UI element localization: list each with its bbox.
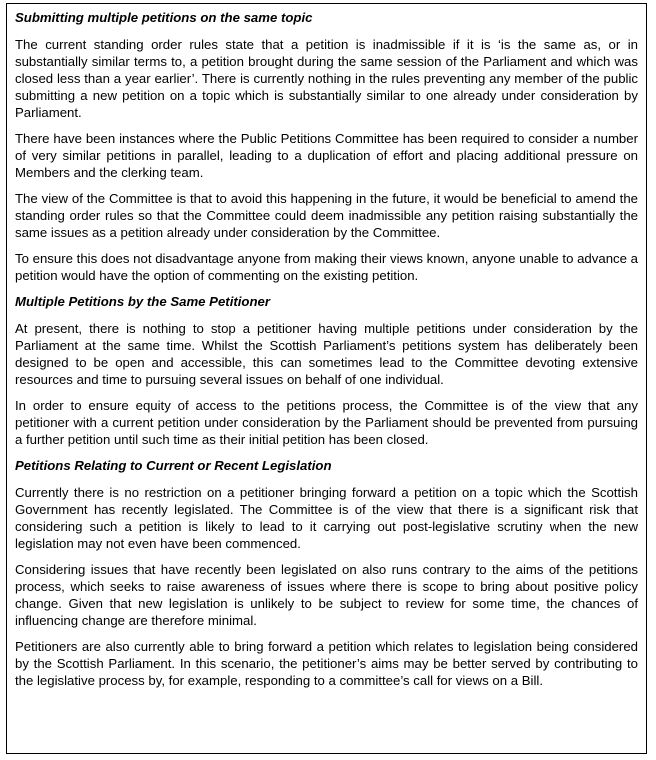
paragraph: There have been instances where the Public Petitions Committee has been required to consider a number of very similar petitions in parallel, leading to a duplication of effort and placing additional pressure on Members and the clerking team. — [15, 131, 638, 180]
paragraph: At present, there is nothing to stop a petitioner having multiple petitions under consideration by the Parliament at the same time. Whilst the Scottish Parliament’s petitions system has deliberately been designed to be open and accessible, this can sometimes lead to the Committee devoting extensive resources and time to pursuing several issues on behalf of one individual. — [15, 321, 638, 387]
section-heading: Multiple Petitions by the Same Petitioner — [15, 294, 270, 309]
section-same-topic — [15, 9, 638, 284]
section-same-petitioner — [15, 293, 638, 448]
paragraph: To ensure this does not disadvantage anyone from making their views known, anyone unable to advance a petition would have the option of commenting on the existing petition. — [15, 251, 638, 283]
section-legislation — [15, 457, 638, 689]
paragraph: Considering issues that have recently been legislated on also runs contrary to the aims of the petitions process, which seeks to raise awareness of issues where there is scope to bring about positive policy change. Given that new legislation is unlikely to be subject to review for some time, the chances of influencing change are therefore minimal. — [15, 562, 638, 628]
document-text-box — [6, 3, 647, 754]
section-heading: Petitions Relating to Current or Recent Legislation — [15, 458, 332, 473]
paragraph: Currently there is no restriction on a petitioner bringing forward a petition on a topic which the Scottish Government has recently legislated. The Committee is of the view that there is a significant risk that considering such a petition is likely to lead to it carrying out post-legislative scrutiny when the new legislation may not even have been commenced. — [15, 485, 638, 551]
paragraph: The current standing order rules state that a petition is inadmissible if it is ‘is the same as, or in substantially similar terms to, a petition brought during the same session of the Parliament and which was closed less than a year earlier’. There is currently nothing in the rules preventing any member of the public submitting a new petition on a topic which is substantially similar to one already under consideration by Parliament. — [15, 37, 638, 120]
paragraph: In order to ensure equity of access to the petitions process, the Committee is of the view that any petitioner with a current petition under consideration by the Parliament should be prevented from pursuing a further petition until such time as their initial petition has been closed. — [15, 398, 638, 447]
paragraph: Petitioners are also currently able to bring forward a petition which relates to legislation being considered by the Scottish Parliament. In this scenario, the petitioner’s aims may be better served by contributing to the legislative process by, for example, responding to a committee’s call for views on a Bill. — [15, 639, 638, 688]
section-heading: Submitting multiple petitions on the same topic — [15, 10, 313, 25]
paragraph: The view of the Committee is that to avoid this happening in the future, it would be beneficial to amend the standing order rules so that the Committee could deem inadmissible any petition raising substantially the same issues as a petition already under consideration by the Committee. — [15, 191, 638, 240]
